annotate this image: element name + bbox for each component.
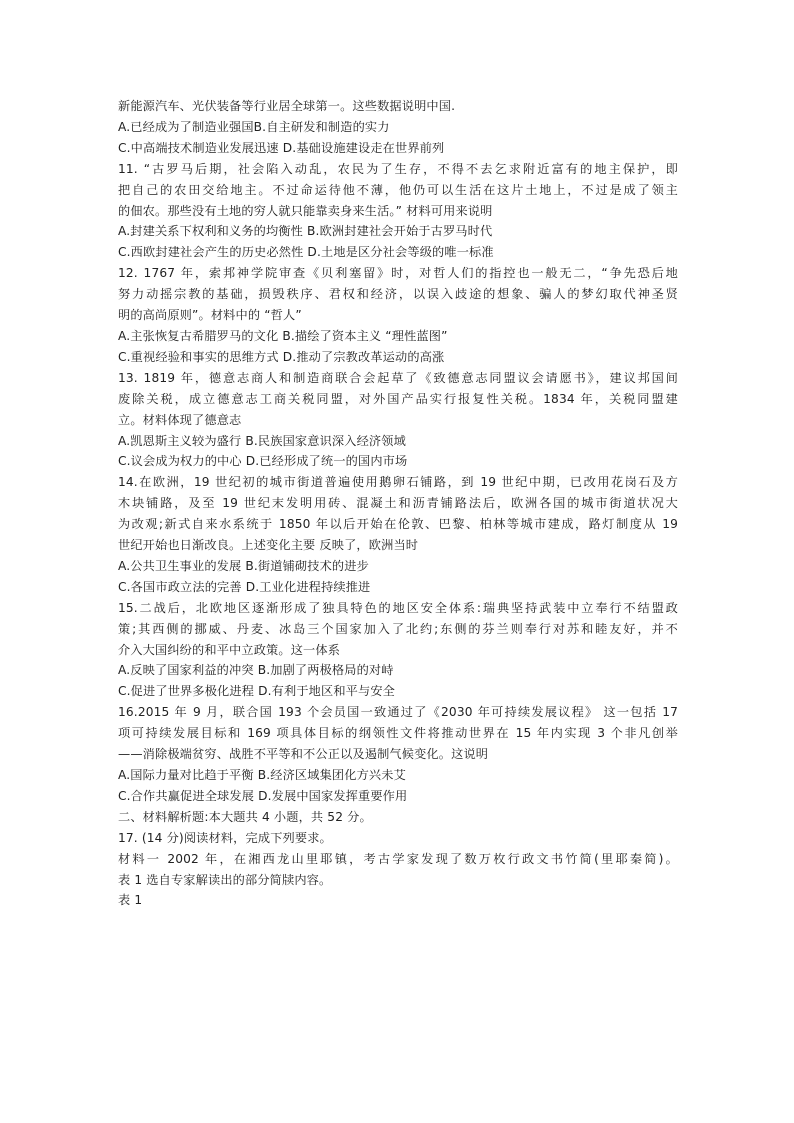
option-line: A.反映了国家利益的冲突 B.加剧了两极格局的对峙 xyxy=(118,663,394,678)
option-line: A.公共卫生事业的发展 B.街道铺砌技术的进步 xyxy=(118,558,369,573)
text-line: 策;其西侧的挪威、丹麦、冰岛三个国家加入了北约;东侧的芬兰则奉行对苏和睦友好，并不 xyxy=(118,621,678,636)
question-15: 15.二战后，北欧地区逐渐形成了独具特色的地区安全体系:瑞典坚持武装中立奉行不结盟政 xyxy=(118,600,678,615)
option-line: A.已经成为了制造业强国B.自主研发和制造的实力 xyxy=(118,119,390,134)
text-line: 明的高尚原则”。材料中的 “哲人” xyxy=(118,308,302,323)
option-line: C.议会成为权力的中心 D.已经形成了统一的国内市场 xyxy=(118,454,408,469)
section-heading: 二、材料解析题:本大题共 4 小题，共 52 分。 xyxy=(118,809,372,824)
question-11: 11. “古罗马后期，社会陷入动乱，农民为了生存，不得不去乞求附近富有的地主保护，即 xyxy=(118,161,678,176)
material-one: 材料一 2002 年，在湘西龙山里耶镇，考古学家发现了数万枚行政文书竹简(里耶秦简)。 xyxy=(118,851,678,866)
text-line: 新能源汽车、光伏装备等行业居全球第一。这些数据说明中国. xyxy=(118,99,456,113)
question-13: 13. 1819 年，德意志商人和制造商联合会起草了《致德意志同盟议会请愿书》，建议邦国间 xyxy=(118,370,678,385)
text-line: 项可持续发展目标和 169 项具体目标的纲领性文件将推动世界在 15 年内实现 3 个非凡创举 xyxy=(118,726,678,741)
question-16: 16.2015 年 9 月，联合国 193 个会员国一致通过了《2030 年可持续发展议程》 这一包括 17 xyxy=(118,705,678,720)
option-line: A.封建关系下权利和义务的均衡性 B.欧洲封建社会开始于古罗马时代 xyxy=(118,224,493,239)
text-line: 废除关税，成立德意志工商关税同盟，对外国产品实行报复性关税。1834 年，关税同盟建 xyxy=(118,391,678,406)
text-line: 努力动摇宗教的基础，损毁秩序、君权和经济，以误入歧途的想象、骗人的梦幻取代神圣贤 xyxy=(118,287,678,302)
option-line: C.各国市政立法的完善 D.工业化进程持续推进 xyxy=(118,579,371,594)
table-caption: 表 1 xyxy=(118,893,143,908)
text-line: 的佃农。那些没有土地的穷人就只能靠卖身来生活。” 材料可用来说明 xyxy=(118,203,493,218)
text-line: 把自己的农田交给地主。不过命运待他不薄，他仍可以生活在这片土地上，不过是成了领主 xyxy=(118,182,678,197)
text-line: 世纪开始也日渐改良。上述变化主要 反映了，欧洲当时 xyxy=(118,538,419,553)
option-line: C.中高端技术制造业发展迅速 D.基础设施建设走在世界前列 xyxy=(118,140,445,155)
text-line: 表 1 选自专家解读出的部分简牍内容。 xyxy=(118,872,332,887)
option-line: A.凯恩斯主义较为盛行 B.民族国家意识深入经济领域 xyxy=(118,433,406,448)
text-line: 立。材料体现了德意志 xyxy=(118,412,242,427)
text-line: 为改观;新式自来水系统于 1850 年以后开始在伦敦、巴黎、柏林等城市建成，路灯制度从 19 xyxy=(118,517,678,532)
text-line: ——消除极端贫穷、战胜不平等和不公正以及遏制气候变化。这说明 xyxy=(118,747,489,762)
option-line: A.主张恢复古希腊罗马的文化 B.描绘了资本主义 “理性蓝图” xyxy=(118,328,448,343)
option-line: C.合作共赢促进全球发展 D.发展中国家发挥重要作用 xyxy=(118,788,408,803)
option-line: C.促进了世界多极化进程 D.有利于地区和平与安全 xyxy=(118,684,396,699)
question-14: 14.在欧洲，19 世纪初的城市街道普遍使用鹅卵石铺路，到 19 世纪中期，已改用花岗石及方 xyxy=(118,475,678,490)
document-page xyxy=(118,96,678,911)
text-line: 介入大国纠纷的和平中立政策。这一体系 xyxy=(118,642,341,657)
option-line: C.西欧封建社会产生的历史必然性 D.土地是区分社会等级的唯一标准 xyxy=(118,245,494,260)
text-line: 木块铺路，及至 19 世纪末发明用砖、混凝土和沥青铺路法后，欧洲各国的城市街道状况大 xyxy=(118,496,678,511)
option-line: C.重视经验和事实的思维方式 D.推动了宗教改革运动的高涨 xyxy=(118,349,445,364)
question-12: 12. 1767 年，索邦神学院审查《贝利塞留》时，对哲人们的指控也一般无二，“争先恐后地 xyxy=(118,266,678,281)
question-17: 17. (14 分)阅读材料，完成下列要求。 xyxy=(118,830,332,845)
option-line: A.国际力量对比趋于平衡 B.经济区域集团化方兴未艾 xyxy=(118,768,406,782)
